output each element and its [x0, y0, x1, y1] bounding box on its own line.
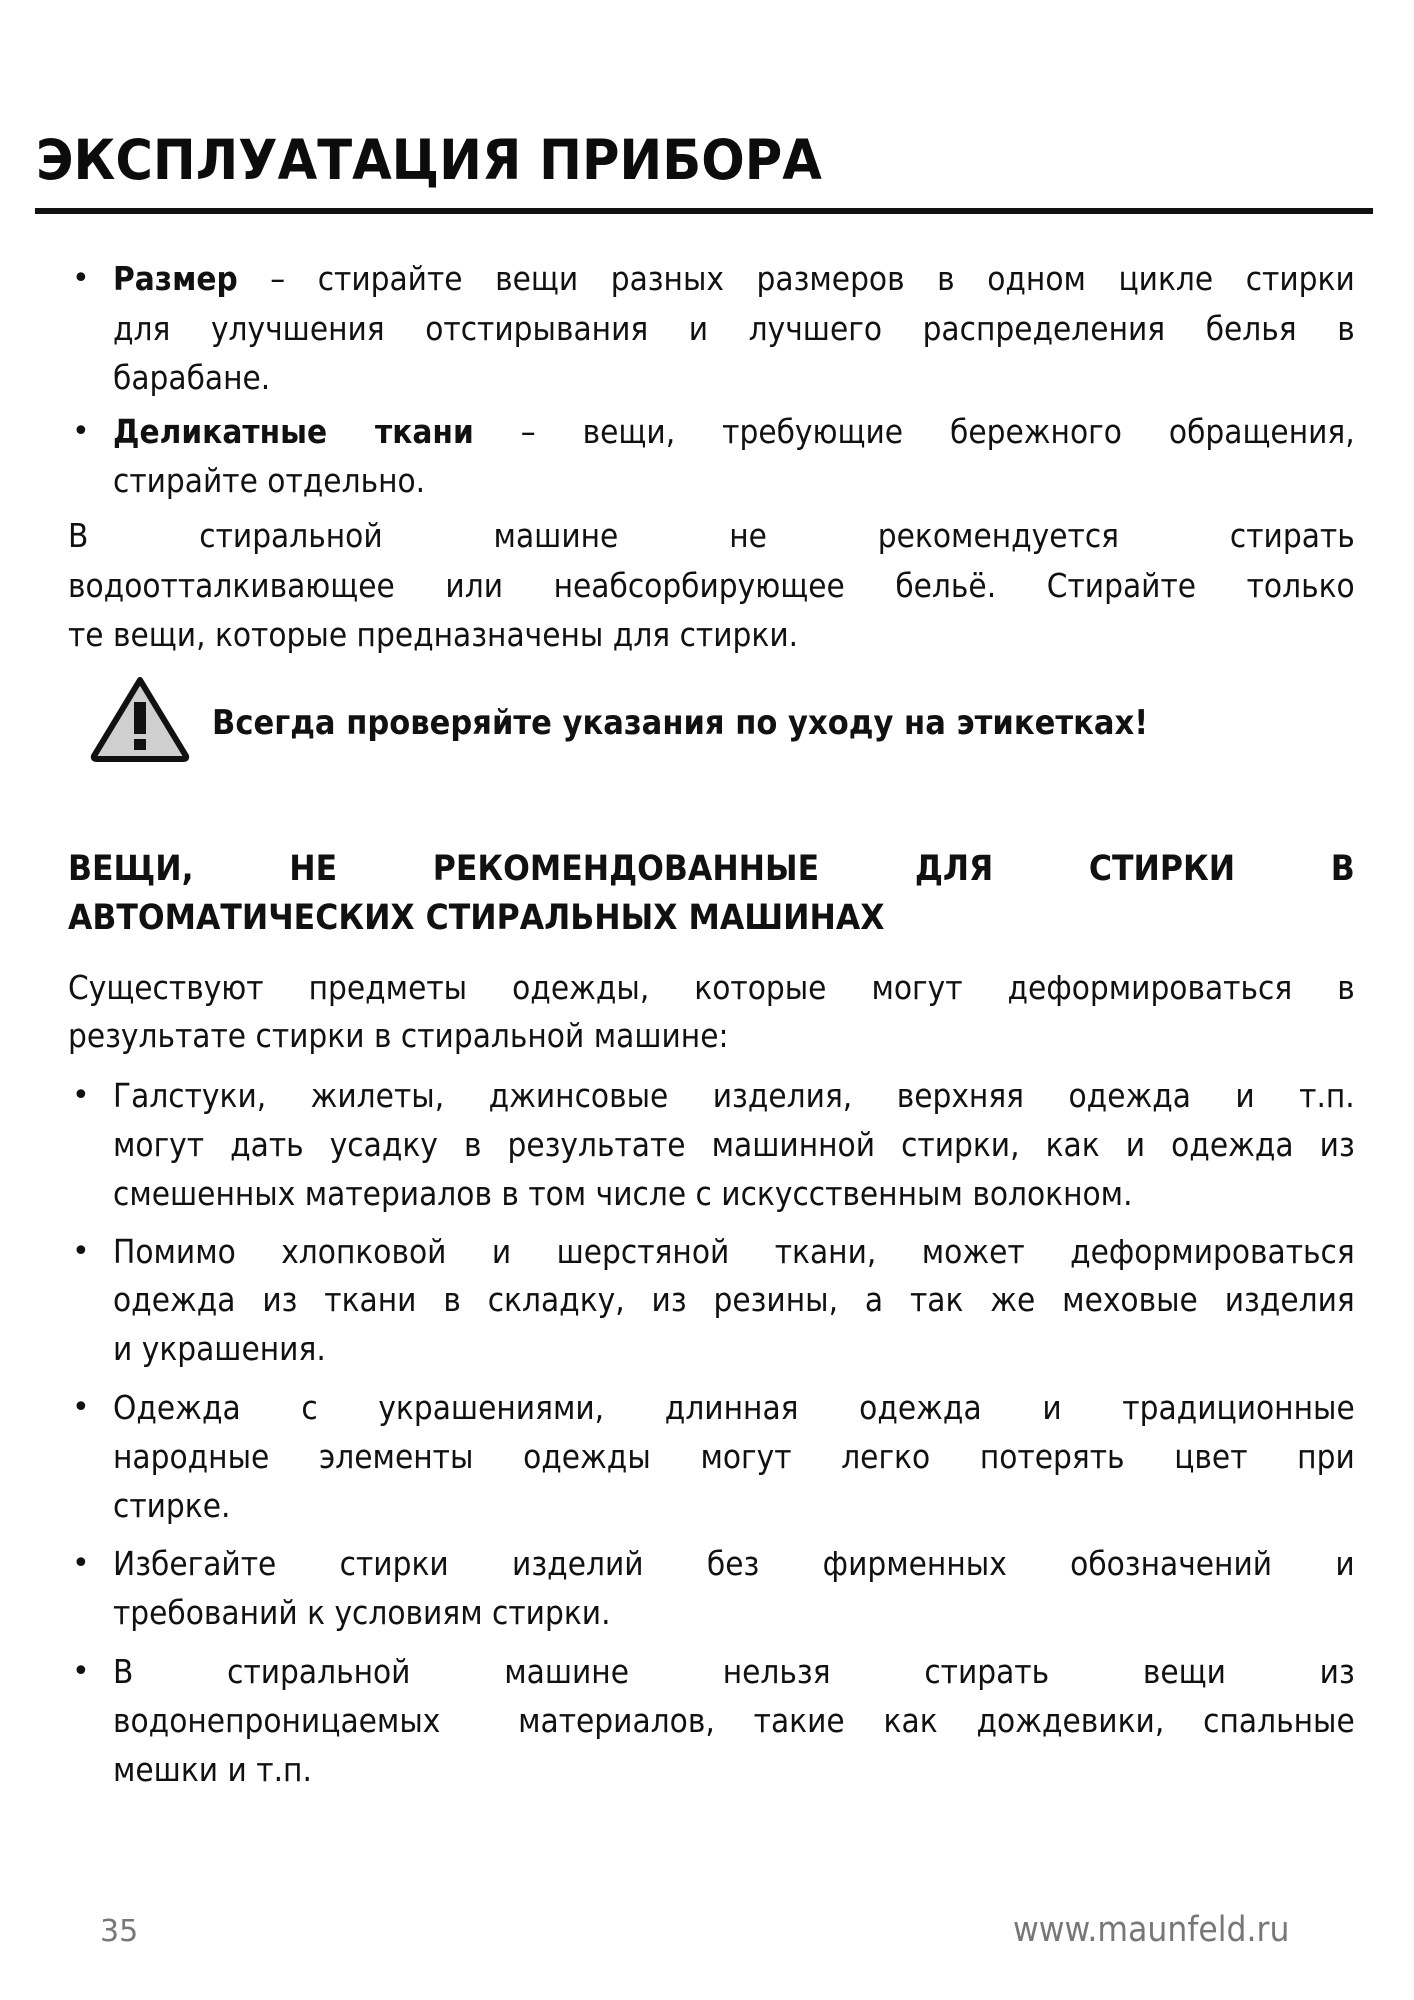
paragraph-line: те вещи, которые предназначены для стирки.	[68, 615, 799, 654]
bullet-dot: •	[72, 414, 90, 449]
page-title: ЭКСПЛУАТАЦИЯ ПРИБОРА	[36, 128, 822, 192]
list-item-line: требований к условиям стирки.	[113, 1593, 611, 1632]
bullet-dot: •	[72, 1078, 90, 1113]
bullet-dot: •	[72, 1654, 90, 1689]
paragraph-line: водоотталкивающее или неабсорбирующее бельё. Стирайте только	[68, 566, 1355, 605]
term-size: Размер	[113, 259, 238, 298]
bullet-dot: •	[72, 261, 90, 296]
bullet-dot: •	[72, 1234, 90, 1269]
paragraph-line: В стиральной машине не рекомендуется стирать	[68, 516, 1355, 555]
warning-text: Всегда проверяйте указания по уходу на этикетках!	[212, 703, 1149, 743]
list-item: Помимо хлопковой и шерстяной ткани, может деформироваться	[113, 1232, 1355, 1271]
list-item: Галстуки, жилеты, джинсовые изделия, верхняя одежда и т.п.	[113, 1076, 1355, 1115]
website-link[interactable]: www.maunfeld.ru	[1013, 1910, 1290, 1950]
list-item-line: могут дать усадку в результате машинной стирки, как и одежда из	[113, 1125, 1355, 1164]
list-item-line: барабане.	[113, 358, 271, 397]
list-item-line: для улучшения отстирывания и лучшего распределения белья в	[113, 309, 1355, 348]
list-item-line: стирайте отдельно.	[113, 461, 426, 500]
warning-triangle-icon	[90, 676, 190, 762]
section-intro-line: Существуют предметы одежды, которые могут деформироваться в	[68, 968, 1355, 1007]
list-item: Одежда с украшениями, длинная одежда и традиционные	[113, 1388, 1355, 1427]
list-item: В стиральной машине нельзя стирать вещи из	[113, 1652, 1355, 1691]
term-delicate: Деликатные ткани	[113, 412, 474, 451]
bullet-dot: •	[72, 1546, 90, 1581]
section-intro-line: результате стирки в стиральной машине:	[68, 1016, 729, 1055]
list-item-delicate	[113, 412, 1356, 452]
list-item: Избегайте стирки изделий без фирменных обозначений и	[113, 1544, 1355, 1583]
list-item-line: мешки и т.п.	[113, 1750, 312, 1789]
list-item-line: водонепроницаемых материалов, такие как дождевики, спальные	[113, 1701, 1355, 1740]
list-item-line: стирке.	[113, 1486, 231, 1525]
list-item-text: – стирайте вещи разных размеров в одном цикле стирки	[237, 259, 1355, 298]
section-heading-line: АВТОМАТИЧЕСКИХ СТИРАЛЬНЫХ МАШИНАХ	[68, 898, 885, 938]
list-item-size	[113, 259, 1356, 299]
title-rule	[35, 208, 1373, 214]
list-item-line: и украшения.	[113, 1329, 326, 1368]
page-number: 35	[100, 1914, 139, 1949]
list-item-line: народные элементы одежды могут легко потерять цвет при	[113, 1437, 1355, 1476]
section-heading: ВЕЩИ, НЕ РЕКОМЕНДОВАННЫЕ ДЛЯ СТИРКИ В	[68, 849, 1355, 889]
list-item-text: – вещи, требующие бережного обращения,	[473, 412, 1355, 451]
list-item-line: одежда из ткани в складку, из резины, а так же меховые изделия	[113, 1280, 1355, 1319]
bullet-dot: •	[72, 1390, 90, 1425]
list-item-line: смешенных материалов в том числе с искусственным волокном.	[113, 1174, 1133, 1213]
